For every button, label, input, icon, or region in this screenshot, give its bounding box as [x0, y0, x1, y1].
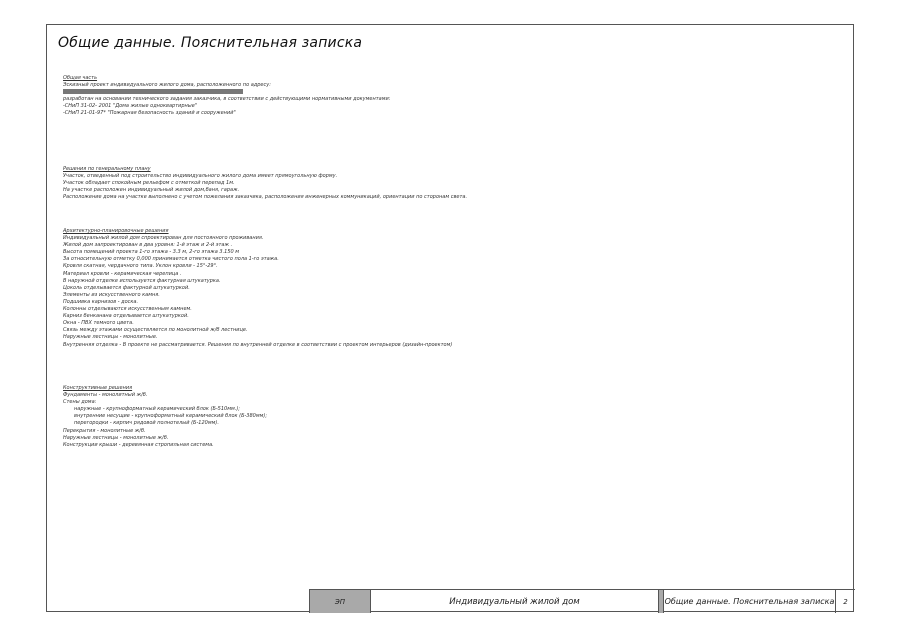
- project-line: [63, 82, 463, 89]
- explanatory-note: [63, 75, 463, 118]
- text-line: Связь между этажами осуществляется по монолитной ж/б лестнице.: [63, 327, 248, 334]
- text-line: Жилой дом запроектирован в два уровня: 1-й этаж и 2-й этаж .: [63, 242, 233, 249]
- text-line: Карниз бенканана отделывается штукатуркой.: [63, 313, 189, 320]
- text-line: Наружные лестницы - монолитные.: [63, 334, 158, 341]
- sheet-title: Общие данные. Пояснительная записка: [664, 590, 836, 613]
- text-line: Конструкции крыши - деревянная стропильная система.: [63, 441, 214, 448]
- sheet-number: 2: [843, 597, 848, 606]
- text-line: Расположение дома на участке выполнено с учетом пожелания заказчика, расположения инженерных коммуникаций, ориентации по сторонам света.: [63, 194, 468, 201]
- section-heading: Конструктивные решения: [63, 385, 133, 391]
- text-line: Фундаменты - монолитный ж/б.: [63, 392, 148, 399]
- text-line: На участке расположен индивидуальный жилой дом,баня, гараж.: [63, 187, 240, 194]
- wall-line: перегородки - кирпич рядовой полнотелый (Б-120мм).: [74, 420, 219, 427]
- title-block: [309, 589, 855, 613]
- section-general: [63, 75, 463, 118]
- text-line: Колонны отделываются искусственным камнем.: [63, 306, 192, 313]
- text-line: Цоколь отделывается фактурной штукатуркой.: [63, 284, 190, 291]
- page-title: Общие данные. Пояснительная записка: [58, 35, 363, 51]
- section-heading: Архитектурно-планировочные решения: [63, 228, 169, 234]
- text-line: За относительную отметку 0,000 принимается отметка чистого пола 1-го этажа.: [63, 256, 279, 263]
- project-name: Индивидуальный жилой дом: [371, 590, 659, 613]
- redaction-bar: [63, 89, 243, 94]
- redacted-address: [63, 89, 463, 96]
- text-line: разработан на основании технического задания заказчика, в соответствии с действующими нормативными документами:: [63, 96, 391, 103]
- section-heading: Решения по генеральному плану: [63, 166, 151, 172]
- text-line: Материал кровли - керамическая черепица .: [63, 270, 182, 277]
- section-site: [63, 166, 483, 201]
- text-line: Элементы из искусственного камня.: [63, 291, 160, 298]
- text-line: Окна - ПВХ темного цвета.: [63, 320, 134, 327]
- section-architecture: [63, 228, 483, 349]
- text-line: -СНиП 31-02- 2001 "Дома жилые одноквартирные": [63, 103, 198, 110]
- text-line: Индивидуальный жилой дом спроектирован для постоянного проживания.: [63, 235, 264, 242]
- text-line: Наружные лестницы - монолитные ж/б.: [63, 434, 169, 441]
- section-construction: [63, 385, 483, 449]
- text-line: Высота помещений проекта 1-го этажа - 3.3 м, 2-го этажа 3.150 м: [63, 249, 240, 256]
- wall-line: внутренние несущие - крупноформатный керамический блок (Б-380мм);: [74, 413, 268, 420]
- text-line: Кровля скатная, чердачного типа. Уклон кровли - 15°-29°.: [63, 263, 218, 270]
- text-line: Участок, отведенный под строительство индивидуального жилого дома имеет прямоугольную форму.: [63, 173, 338, 180]
- project-code: ЭП: [309, 590, 371, 613]
- project-line-text: Эскизный проект индивидуального жилого дома, расположенного по адресу:: [63, 82, 271, 89]
- text-line: Подшивка карнизов - доска.: [63, 298, 139, 305]
- text-line: Внутренняя отделка - В проекте не рассматривается. Решения по внутренней отделке в соответствии с проектом интерьеров (дизайн-проектом): [63, 341, 453, 348]
- wall-line: наружные - крупноформатный керамический блок (Б-510мм.);: [74, 406, 240, 413]
- drawing-sheet: [46, 24, 854, 612]
- text-line: Участок обладает спокойным рельефом с отметкой перепад 1м.: [63, 180, 235, 187]
- text-line: -СНиП 21-01-97* "Пожарная безопасность зданий и сооружений": [63, 110, 236, 117]
- text-line: В наружной отделке используется фактурная штукатурка.: [63, 277, 221, 284]
- section-heading: Общая часть: [63, 75, 98, 81]
- text-line: Перекрытия - монолитные ж/б.: [63, 427, 146, 434]
- text-line: Стены дома:: [63, 399, 97, 406]
